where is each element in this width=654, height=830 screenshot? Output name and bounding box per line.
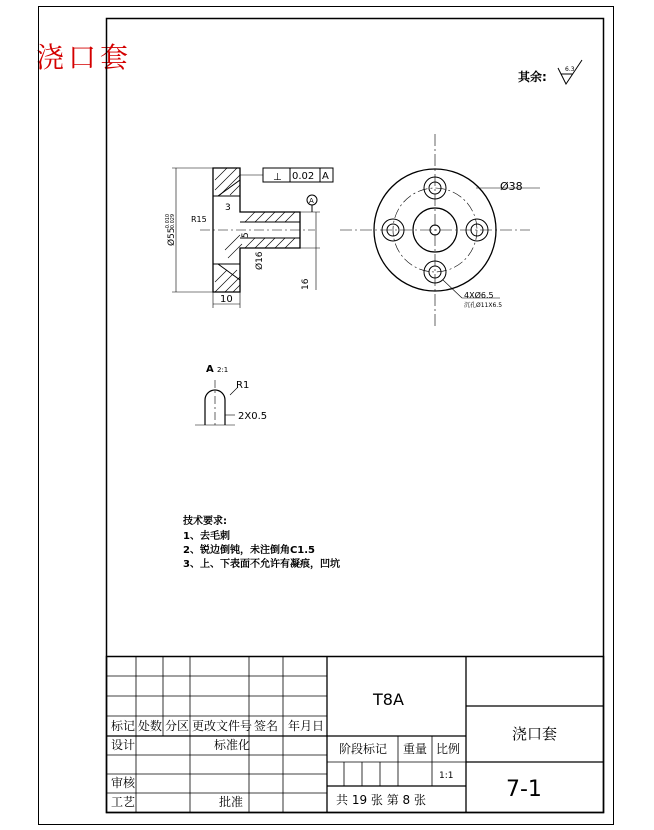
top-view [340, 134, 540, 326]
label-bili: 比例 [436, 742, 461, 756]
label-pizhun: 批准 [219, 795, 244, 809]
col-biaoji: 标记 [111, 719, 136, 733]
dim-5: 5 [241, 232, 251, 238]
datum-a: A [309, 197, 314, 205]
label-sheji: 设计 [111, 738, 136, 752]
col-qianming: 签名 [254, 719, 279, 733]
label-gongyi: 工艺 [111, 795, 136, 809]
tech-item-3: 3、上、下表面不允许有凝痕，凹坑 [183, 559, 340, 570]
dim-outer: Ø55 [167, 227, 177, 246]
dim-10: 10 [220, 294, 233, 305]
dim-holes: 4XØ6.5 [464, 291, 494, 300]
flatness-symbol: ⊥ [273, 172, 282, 183]
detail-scale: 2:1 [217, 366, 229, 374]
part-name: 浇口套 [512, 725, 558, 743]
dim-outer-tol-lower: -0.029 [170, 213, 176, 230]
scale-value: 1:1 [439, 771, 454, 781]
detail-view [195, 380, 238, 428]
col-chushu: 处数 [138, 719, 163, 733]
red-part-title: 浇口套 [36, 41, 133, 74]
drawing-number: 7-1 [506, 777, 542, 802]
outer-frame [39, 7, 614, 825]
tech-item-2: 2、锐边倒钝，未注倒角C1.5 [183, 545, 316, 556]
flatness-tol: 0.02 [292, 171, 315, 182]
dim-16: Ø16 [255, 251, 265, 270]
dim-outer-tol-upper: -0.010 [165, 213, 171, 230]
tech-heading: 技术要求: [183, 516, 227, 527]
col-gengai: 更改文件号 [192, 719, 253, 733]
label-jieduan: 阶段标记 [339, 742, 388, 756]
sheet-count: 共 19 张 第 8 张 [336, 793, 426, 807]
dim-holes-sub: 沉孔Ø11X6.5 [464, 302, 503, 309]
label-shenhe: 审核 [111, 776, 136, 790]
roughness-value: 6.3 [565, 66, 575, 73]
tech-item-1: 1、去毛刺 [183, 531, 230, 542]
dim-r15: R15 [191, 215, 207, 224]
dim-3: 3 [225, 203, 231, 213]
detail-chamfer: 2X0.5 [238, 411, 268, 422]
label-biaozhunhua: 标准化 [214, 738, 251, 752]
roughness-label: 其余: [518, 70, 547, 84]
detail-r: R1 [236, 380, 250, 391]
col-fenqu: 分区 [165, 719, 190, 733]
dim-h: 16 [301, 278, 311, 290]
material: T8A [373, 690, 404, 709]
col-nianyueri: 年月日 [288, 719, 325, 733]
flatness-datum: A [322, 171, 329, 182]
dim-38: Ø38 [500, 180, 523, 193]
detail-label: A [206, 364, 214, 375]
label-zhongliang: 重量 [403, 742, 428, 756]
inner-frame [107, 19, 604, 813]
